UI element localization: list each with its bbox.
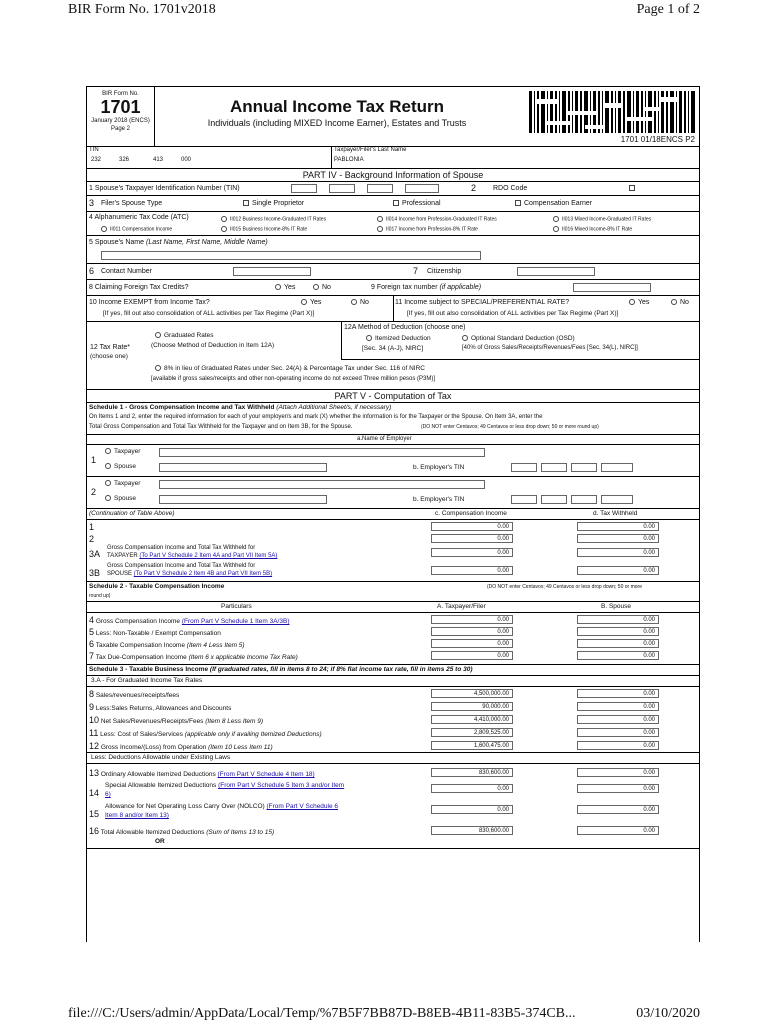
special-rate-label: 11 Income subject to SPECIAL/PREFERENTIAL RATE?: [395, 299, 570, 306]
atc-ii014[interactable]: [377, 216, 497, 222]
method-label: 12A Method of Deduction (choose one): [344, 324, 466, 331]
s3-row-12: [89, 741, 273, 751]
page-header-form-id: BIR Form No. 1701v2018: [68, 2, 216, 17]
row-3b-line-1: Gross Compensation Income and Total Tax Withheld for: [107, 563, 256, 569]
tax-withheld-header: d. Tax Withheld: [593, 510, 638, 517]
row-number: 5: [89, 627, 95, 637]
option-itemized[interactable]: [366, 335, 431, 342]
radio-icon: [366, 335, 372, 341]
option-label: Optional Standard Deduction (OSD): [471, 335, 575, 342]
atc-ii016[interactable]: [553, 226, 632, 232]
atc-ii015[interactable]: [221, 226, 307, 232]
row-label: Gross Income/(Loss) from Operation: [100, 744, 207, 751]
bottom-rule: [87, 848, 699, 849]
cont-row-2-comp[interactable]: 0.00: [431, 534, 513, 543]
employer-2-tin-1[interactable]: [511, 495, 537, 504]
s2-row-5-b[interactable]: 0.00: [577, 627, 659, 636]
tin-part-3: 413: [153, 157, 164, 163]
row-hint: (Item 8 Less Item 9): [205, 718, 264, 725]
tin-divider: [331, 147, 332, 168]
checkbox-icon: [243, 200, 249, 206]
form-header: [87, 87, 699, 147]
schedule-3-header: [87, 665, 699, 676]
exempt-income-note: [If yes, fill out also consolidation of ALL activities per Tax Regime (Part X)]: [103, 310, 315, 317]
less-deductions-label: Less: Deductions Allowable under Existing Laws: [91, 754, 231, 761]
option-graduated-rates[interactable]: [155, 332, 214, 339]
form-subtitle: Individuals (including MIXED Income Earner), Estates and Trusts: [207, 118, 467, 128]
foreign-tax-number-text: 9 Foreign tax number: [371, 284, 438, 291]
spouse-header: B. Spouse: [601, 603, 631, 610]
employer-1-tin-4[interactable]: [601, 463, 633, 472]
cont-row-1-comp[interactable]: 0.00: [431, 522, 513, 531]
exempt-yes[interactable]: [301, 299, 321, 306]
row-15-a[interactable]: 0.00: [431, 805, 513, 814]
option-label: Professional: [402, 200, 441, 207]
row-label: Taxable Compensation Income: [95, 642, 185, 649]
row-15-link-2[interactable]: Item 8 and/or Item 13): [105, 812, 169, 819]
contact-number-num: 6: [89, 266, 95, 276]
row-label: Tax Due-Compensation Income: [95, 654, 187, 661]
s3-row-9: [89, 702, 231, 712]
exempt-no[interactable]: [351, 299, 369, 306]
spouse-tin-row: [87, 182, 699, 196]
row-14-label: [105, 782, 344, 789]
eight-percent-sub: [available if gross sales/receipts and other non-operating income do not exceed Three million pesos (P3M)]: [151, 376, 436, 382]
contact-number-input[interactable]: [233, 267, 311, 276]
row-number: 6: [89, 639, 95, 649]
radio-icon: [105, 463, 111, 469]
cont-row-2-tax[interactable]: 0.00: [577, 534, 659, 543]
special-yes[interactable]: [629, 299, 649, 306]
s3-row-9-b[interactable]: 0.00: [577, 702, 659, 711]
schedule-1-note-3: (DO NOT enter Centavos; 49 Centavos or less drop down; 50 or more round up): [421, 424, 599, 430]
row-14-a[interactable]: 0.00: [431, 784, 513, 793]
osd-sub: [40% of Gross Sales/Receipts/Revenues/Fees [Sec. 34(L), NIRC]]: [462, 345, 638, 351]
option-label: II016 Mixed Income-8% IT Rate: [562, 226, 633, 233]
itemized-sub: [Sec. 34 (A-J), NIRC]: [362, 345, 424, 352]
row-15-label: [105, 803, 338, 810]
employer-1-tin-3[interactable]: [571, 463, 597, 472]
employer-2-number: 2: [91, 487, 97, 497]
s2-row-4: [89, 615, 289, 625]
option-compensation-earner[interactable]: [515, 200, 592, 207]
option-label: Spouse: [114, 463, 137, 470]
row-hint: (Item 10 Less Item 11): [208, 744, 273, 751]
row-label: Total Allowable Itemized Deductions: [100, 829, 205, 836]
spouse-tin-field-1[interactable]: [291, 184, 317, 193]
row-hint: (Sum of Items 13 to 15): [206, 829, 275, 836]
s2-row-4-a[interactable]: 0.00: [431, 615, 513, 624]
form-version: January 2018 (ENCS): [91, 118, 150, 124]
row-13-link[interactable]: (From Part V Schedule 4 Item 18): [217, 771, 315, 778]
row-number: 9: [89, 702, 95, 712]
s2-row-6-b[interactable]: 0.00: [577, 639, 659, 648]
option-osd[interactable]: [462, 335, 575, 342]
bir-form-1701: [86, 86, 700, 942]
row-hint: (applicable only if availing Itemized Deductions): [184, 731, 322, 738]
rdo-code-checkbox: [629, 185, 638, 192]
row-number: 4: [89, 615, 95, 625]
schedule-1-title: [89, 404, 391, 411]
spouse-name-text: 5 Spouse's Name: [89, 239, 145, 246]
option-label: Single Proprietor: [252, 200, 305, 207]
form-page: Page 2: [110, 126, 131, 132]
employer-1-number: 1: [91, 455, 97, 465]
atc-row: [87, 212, 699, 236]
employer-2-tin-label: b. Employer's TIN: [413, 496, 465, 503]
deductions-rows: [87, 764, 699, 854]
option-professional[interactable]: [393, 200, 441, 207]
s2-row-6-a[interactable]: 0.00: [431, 639, 513, 648]
schedule-2-col-header: [87, 602, 699, 613]
radio-icon: [221, 226, 227, 232]
radio-icon: [155, 332, 161, 338]
row-16: [89, 826, 274, 836]
row-number: 10: [89, 715, 100, 725]
employer-name-header: a.Name of Employer: [357, 436, 412, 442]
checkbox-icon: [393, 200, 399, 206]
option-label: II015 Business Income-8% IT Rate: [230, 226, 308, 233]
s2-row-5-a[interactable]: 0.00: [431, 627, 513, 636]
foreign-tax-number-label: [371, 284, 481, 291]
employer-1-name-input[interactable]: [159, 448, 485, 457]
form-title: Annual Income Tax Return: [229, 97, 445, 116]
spouse-type-label: Filer's Spouse Type: [101, 200, 163, 207]
schedule-1-note-1: On Items 1 and 2, enter the required information for each of your employer/s and mark (X) whether the information is for the Taxpayer or the Spouse. On Item 3A, enter the: [89, 414, 543, 420]
schedule-3-title-hint: (If graduated rates, fill in items 8 to 24; if 8% flat income tax rate, fill in items 25 to 30): [209, 666, 473, 673]
schedule-2-note: (DO NOT enter Centavos; 49 Centavos or less drop down; 50 or more: [487, 584, 642, 590]
schedule-2-title: Schedule 2 - Taxable Compensation Income: [89, 583, 225, 590]
form-number-block: [87, 87, 155, 147]
tin-label: TIN: [89, 147, 99, 153]
row-3b-number: 3B: [89, 568, 101, 578]
radio-icon: [377, 226, 383, 232]
schedule-1-title-hint: (Attach Additional Sheet/s, if necessary): [276, 404, 392, 411]
spouse-tin-label: 1 Spouse's Taxpayer Identification Number (TIN): [89, 185, 240, 192]
cont-row-2-number: 2: [89, 534, 95, 544]
option-label: II014 Income from Profession-Graduated IT Rates: [386, 216, 497, 223]
option-label: Compensation Earner: [524, 200, 593, 207]
page-number: Page 1 of 2: [636, 2, 700, 17]
spouse-tin-field-4[interactable]: [405, 184, 439, 193]
option-eight-percent[interactable]: [155, 365, 425, 372]
spouse-name-input[interactable]: [101, 251, 481, 260]
citizenship-label: Citizenship: [427, 268, 462, 275]
employer-col-header: [87, 435, 699, 445]
special-rate-note: [If yes, fill out also consolidation of ALL activities per Tax Regime (Part X)]: [407, 310, 619, 317]
employer-2-name-input-2[interactable]: [159, 495, 327, 504]
radio-icon: [553, 226, 559, 232]
barcode-code: 1701 01/18ENCS P2: [620, 135, 695, 144]
spouse-name-hint: (Last Name, First Name, Middle Name): [146, 239, 268, 246]
row-3a-taxpayer: TAXPAYER: [107, 553, 138, 559]
row-14-b[interactable]: 0.00: [577, 784, 659, 793]
s3-row-12-b[interactable]: 0.00: [577, 741, 659, 750]
s3-row-12-a[interactable]: 1,600,475.00: [431, 741, 513, 750]
graduated-sub: (Choose Method of Deduction in Item 12A): [151, 342, 275, 349]
foreign-tax-row: [87, 280, 699, 296]
employer-2-tin-3[interactable]: [571, 495, 597, 504]
schedule-1-note-2: Total Gross Compensation and Total Tax Withheld for the Taxpayer and on Item 3B, for the Spouse.: [89, 424, 353, 430]
radio-icon: [671, 299, 677, 305]
row-14-link[interactable]: (From Part V Schedule 5 Item 3 and/or Item: [218, 782, 345, 789]
radio-icon: [629, 299, 635, 305]
row-number: 8: [89, 689, 95, 699]
checkbox-icon: [515, 200, 521, 206]
cont-row-1-tax[interactable]: 0.00: [577, 522, 659, 531]
s3-row-11: [89, 728, 322, 738]
spouse-tin-field-3[interactable]: [367, 184, 393, 193]
rdo-code-box[interactable]: [629, 185, 635, 191]
radio-icon: [351, 299, 357, 305]
schedule-3a-title: 3.A - For Graduated Income Tax Rates: [91, 677, 203, 684]
row-14-link-2[interactable]: 6): [105, 791, 111, 798]
row-16-b[interactable]: 0.00: [577, 826, 659, 835]
exempt-income-label: 10 Income EXEMPT from Income Tax?: [89, 299, 210, 306]
employer-2-spouse[interactable]: [105, 495, 136, 502]
cont-row-1-number: 1: [89, 522, 95, 532]
employer-2-name-input[interactable]: [159, 480, 485, 489]
radio-icon: [101, 226, 107, 232]
continuation-label: (Continuation of Table Above): [89, 510, 175, 517]
row-15-b[interactable]: 0.00: [577, 805, 659, 814]
print-date: 03/10/2020: [636, 1006, 700, 1021]
s2-row-7-b[interactable]: 0.00: [577, 651, 659, 660]
particulars-header: Particulars: [221, 603, 252, 610]
row-label: Ordinary Allowable Itemized Deductions: [100, 771, 216, 778]
radio-icon: [155, 365, 161, 371]
spouse-type-row: [87, 196, 699, 212]
schedule-2-note-2: round up): [89, 593, 111, 599]
atc-ii012[interactable]: [221, 216, 326, 222]
atc-label: 4 Alphanumeric Tax Code (ATC): [89, 214, 189, 221]
schedule-1-header: [87, 403, 699, 435]
option-label: Graduated Rates: [164, 332, 214, 339]
tax-rate-row: [87, 322, 699, 390]
row-3a-tax[interactable]: 0.00: [577, 548, 659, 557]
row-13: [89, 768, 315, 778]
row-number: 11: [89, 728, 99, 738]
radio-icon: [313, 284, 319, 290]
row-14-number: 14: [89, 788, 100, 798]
file-path-footer: file:///C:/Users/admin/AppData/Local/Temp/%7B5F7BB87D-B8EB-4B11-83B5-374CB...: [68, 1006, 576, 1021]
exempt-income-row: [87, 296, 699, 322]
option-label: II011 Compensation Income: [110, 226, 173, 233]
row-number: 7: [89, 651, 95, 661]
row-hint: (Item 4 Less Item 5): [186, 642, 245, 649]
last-name-value: PABLONIA: [334, 157, 364, 163]
option-label: No: [360, 299, 369, 306]
s3-row-10-b[interactable]: 0.00: [577, 715, 659, 724]
employer-1-spouse[interactable]: [105, 463, 136, 470]
radio-icon: [462, 335, 468, 341]
continuation-header: [87, 509, 699, 520]
employer-2-tin-4[interactable]: [601, 495, 633, 504]
contact-number-label: Contact Number: [101, 268, 152, 275]
radio-icon: [553, 216, 559, 222]
divider: [393, 296, 394, 321]
row-3b-comp[interactable]: 0.00: [431, 566, 513, 575]
tax-rate-sub: (choose one): [90, 353, 128, 360]
schedule-3-title: [89, 666, 473, 673]
schedule-2-header: [87, 582, 699, 602]
employer-2-taxpayer[interactable]: [105, 480, 140, 487]
s2-row-7-a[interactable]: 0.00: [431, 651, 513, 660]
radio-icon: [105, 480, 111, 486]
radio-icon: [221, 216, 227, 222]
option-label: Taxpayer: [114, 480, 141, 487]
method-of-deduction-box: [341, 322, 700, 360]
atc-ii013[interactable]: [553, 216, 651, 222]
radio-icon: [105, 495, 111, 501]
tin-part-2: 326: [119, 157, 130, 163]
bir-form-no-label: BIR Form No.: [102, 91, 139, 97]
barcode-image: [527, 89, 699, 135]
option-label: No: [322, 284, 331, 291]
rdo-code-label: RDO Code: [493, 185, 528, 192]
atc-ii011[interactable]: [101, 226, 172, 232]
employer-2-tin-2[interactable]: [541, 495, 567, 504]
row-number: 13: [89, 768, 100, 778]
foreign-credit-yes[interactable]: [275, 284, 295, 291]
foreign-tax-credit-label: 8 Claiming Foreign Tax Credits?: [89, 284, 189, 291]
s2-row-4-b[interactable]: 0.00: [577, 615, 659, 624]
spouse-name-label: [89, 239, 268, 246]
schedule-3a-header: [87, 676, 699, 687]
spouse-type-number: 3: [89, 198, 95, 208]
less-deductions-header: [87, 753, 699, 764]
s3-row-10: [89, 715, 263, 725]
radio-icon: [301, 299, 307, 305]
employer-1-name-input-2[interactable]: [159, 463, 327, 472]
citizenship-input[interactable]: [517, 267, 595, 276]
citizenship-num: 7: [413, 266, 419, 276]
part-iv-title: PART IV - Background Information of Spouse: [87, 169, 699, 182]
rdo-code-number: 2: [471, 183, 477, 193]
row-15-link[interactable]: (From Part V Schedule 6: [266, 803, 339, 810]
contact-row: [87, 264, 699, 280]
s3-row-11-b[interactable]: 0.00: [577, 728, 659, 737]
tin-part-1: 232: [91, 157, 102, 163]
option-label: Yes: [284, 284, 296, 291]
row-label: Less: Non-Taxable / Exempt Compensation: [95, 630, 221, 637]
row-3a-comp[interactable]: 0.00: [431, 548, 513, 557]
option-label: Yes: [638, 299, 650, 306]
spouse-name-row: [87, 236, 699, 264]
row-3a-number: 3A: [89, 549, 101, 559]
row-label: Gross Compensation Income: [95, 618, 181, 625]
row-label: Special Allowable Itemized Deductions: [105, 782, 217, 789]
atc-ii017[interactable]: [377, 226, 478, 232]
taxpayer-filer-header: A. Taxpayer/Filer: [437, 603, 486, 610]
employer-2-row: [87, 477, 699, 509]
s2-row-6: [89, 639, 245, 649]
option-single-proprietor[interactable]: [243, 200, 304, 207]
s3-row-10-a[interactable]: 4,410,000.00: [431, 715, 513, 724]
last-name-label: Taxpayer/Filer's Last Name: [334, 147, 407, 153]
option-label: No: [680, 299, 689, 306]
employer-1-row: [87, 445, 699, 477]
option-label: Taxpayer: [114, 448, 141, 455]
schedule-1-title-text: Schedule 1 - Gross Compensation Income and Tax Withheld: [89, 404, 275, 411]
form-title-block: [157, 97, 517, 128]
row-label: Less:Sales Returns, Allowances and Discounts: [95, 705, 232, 712]
row-3b-link[interactable]: (To Part V Schedule 2 Item 4B and Part VII Item 5B): [133, 571, 273, 577]
radio-icon: [105, 448, 111, 454]
row-3a-line-1: Gross Compensation Income and Total Tax Withheld for: [107, 545, 256, 551]
tax-rate-label: 12 Tax Rate*: [90, 344, 130, 351]
s2-row-5: [89, 627, 221, 637]
tin-part-4: 000: [181, 157, 192, 163]
row-label: Less: Cost of Sales/Services: [100, 731, 183, 738]
row-3a-link[interactable]: (To Part V Schedule 2 Item 4A and Part VII Item 5A): [139, 553, 278, 559]
employer-1-tin-1[interactable]: [511, 463, 537, 472]
row-label: Net Sales/Revenues/Receipts/Fees: [100, 718, 204, 725]
s2-row-7: [89, 651, 298, 661]
row-link[interactable]: (From Part V Schedule 1 Item 3A/3B): [181, 618, 290, 625]
s3-row-8: [89, 689, 179, 699]
radio-icon: [377, 216, 383, 222]
employer-1-taxpayer[interactable]: [105, 448, 140, 455]
row-label: Sales/revenues/receipts/fees: [95, 692, 180, 699]
foreign-tax-number-input[interactable]: [573, 283, 651, 292]
row-label: Allowance for Net Operating Loss Carry Over (NOLCO): [105, 803, 265, 810]
foreign-tax-number-hint: (if applicable): [439, 284, 482, 291]
s3-row-8-a[interactable]: 4,500,000.00: [431, 689, 513, 698]
option-label: Itemized Deduction: [375, 335, 431, 342]
employer-1-tin-2[interactable]: [541, 463, 567, 472]
special-no[interactable]: [671, 299, 689, 306]
row-3a-line-2: [107, 553, 277, 559]
compensation-income-header: c. Compensation Income: [435, 510, 507, 517]
schedule-2-rows: [87, 613, 699, 665]
part-v-title: PART V - Computation of Tax: [87, 390, 699, 403]
option-label: Yes: [310, 299, 322, 306]
or-label: OR: [155, 838, 165, 845]
form-number: 1701: [100, 97, 141, 117]
row-15-number: 15: [89, 809, 100, 819]
row-3b-tax[interactable]: 0.00: [577, 566, 659, 575]
row-13-b[interactable]: 0.00: [577, 768, 659, 777]
option-label: II012 Business Income-Graduated IT Rates: [230, 216, 327, 223]
s3-row-8-b[interactable]: 0.00: [577, 689, 659, 698]
option-label: II013 Mixed Income-Graduated IT Rates: [562, 216, 652, 223]
spouse-tin-field-2[interactable]: [329, 184, 355, 193]
option-label: II017 Income from Profession-8% IT Rate: [386, 226, 478, 233]
s3-row-9-a[interactable]: 90,000.00: [431, 702, 513, 711]
row-3b-spouse: SPOUSE: [107, 571, 133, 577]
row-16-a[interactable]: 830,600.00: [431, 826, 513, 835]
row-number: 16: [89, 826, 100, 836]
employer-1-tin-label: b. Employer's TIN: [413, 464, 465, 471]
radio-icon: [275, 284, 281, 290]
row-number: 12: [89, 741, 100, 751]
taxpayer-info-row: [87, 147, 699, 169]
foreign-credit-no[interactable]: [313, 284, 331, 291]
compensation-totals: [87, 520, 699, 582]
option-label: 8% in lieu of Graduated Rates under Sec. 24(A) & Percentage Tax under Sec. 116 of NIRC: [164, 365, 425, 372]
s3-row-11-a[interactable]: 2,809,525.00: [431, 728, 513, 737]
option-label: Spouse: [114, 495, 137, 502]
schedule-3-rows: [87, 687, 699, 753]
row-3b-line-2: [107, 571, 272, 577]
row-13-a[interactable]: 830,600.00: [431, 768, 513, 777]
schedule-3-title-text: Schedule 3 - Taxable Business Income: [89, 666, 209, 673]
row-hint: (Item 6 x applicable Income Tax Rate): [188, 654, 298, 661]
